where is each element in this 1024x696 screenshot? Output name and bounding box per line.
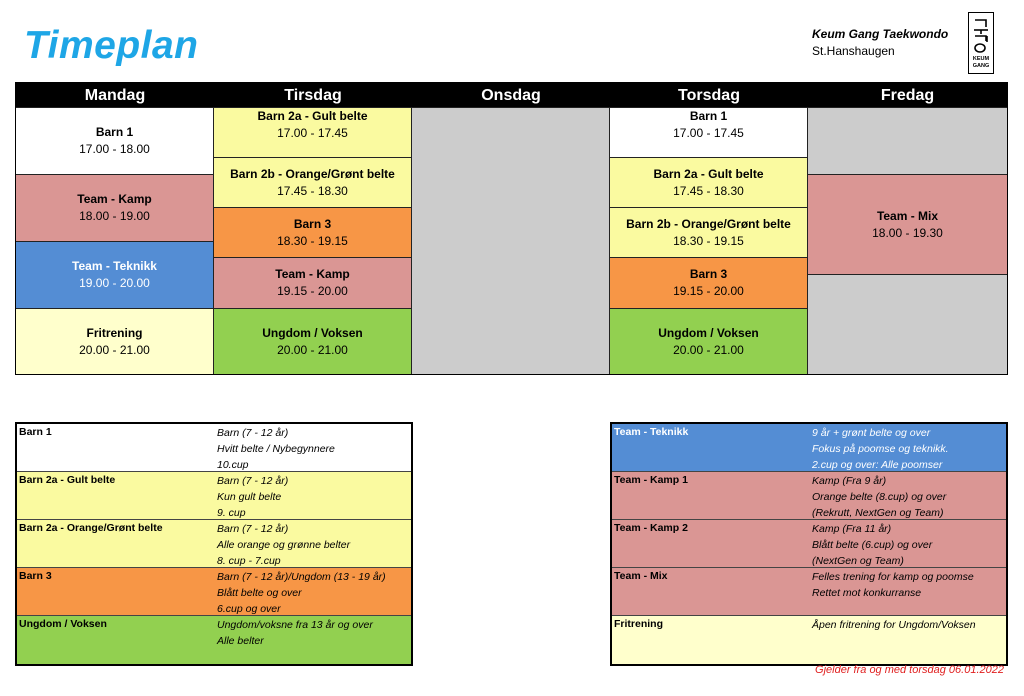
legend-description: Barn (7 - 12 år) Alle orange og grønne belter 8. cup - 7.cup bbox=[217, 523, 351, 567]
legend-group-name: Barn 2a - Orange/Grønt belte bbox=[19, 522, 163, 534]
logo-text-gang: GANG bbox=[972, 63, 990, 69]
legend-description: Felles trening for kamp og poomse Rettet mot konkurranse bbox=[812, 571, 974, 599]
session-time: 20.00 - 21.00 bbox=[79, 342, 150, 357]
session-cell bbox=[214, 157, 412, 207]
session-name: Team - Teknikk bbox=[72, 259, 157, 273]
session-time: 17.45 - 18.30 bbox=[277, 183, 348, 198]
legend-group-name: Team - Kamp 2 bbox=[614, 522, 688, 534]
session-time: 20.00 - 21.00 bbox=[673, 342, 744, 357]
day-column-tirsdag bbox=[214, 83, 412, 374]
legend-description: Barn (7 - 12 år)/Ungdom (13 - 19 år) Blått belte og over 6.cup og over bbox=[217, 571, 386, 615]
legend-row bbox=[612, 520, 1006, 568]
session-name: Barn 1 bbox=[689, 109, 728, 123]
legend-row bbox=[612, 424, 1006, 472]
legend-group-name: Barn 1 bbox=[19, 426, 52, 438]
session-cell bbox=[610, 157, 808, 207]
legend-row bbox=[17, 616, 411, 664]
day-header: Mandag bbox=[16, 83, 214, 107]
legend-groups-left bbox=[15, 422, 413, 666]
legend-group-name: Barn 3 bbox=[19, 570, 52, 582]
session-name: Barn 2b - Orange/Grønt belte bbox=[626, 216, 791, 231]
session-cell bbox=[214, 107, 412, 157]
empty-slot-cell bbox=[808, 274, 1007, 374]
session-name: Fritrening bbox=[86, 325, 143, 340]
session-cell bbox=[610, 257, 808, 308]
legend-description: Ungdom/voksne fra 13 år og over Alle belter bbox=[217, 619, 373, 647]
session-time: 18.00 - 19.30 bbox=[872, 225, 943, 240]
legend-group-name: Ungdom / Voksen bbox=[19, 618, 107, 630]
legend-row bbox=[612, 616, 1006, 664]
club-info bbox=[812, 26, 948, 60]
session-name: Team - Kamp bbox=[77, 192, 152, 206]
legend-group-name: Barn 2a - Gult belte bbox=[19, 474, 116, 486]
session-time: 18.00 - 19.00 bbox=[79, 209, 150, 223]
club-logo bbox=[968, 12, 994, 74]
valid-from-note: Gjelder fra og med torsdag 06.01.2022 bbox=[815, 664, 1004, 676]
session-name: Barn 1 bbox=[95, 125, 134, 139]
legend-row bbox=[612, 472, 1006, 520]
session-cell bbox=[16, 107, 214, 174]
session-cell bbox=[610, 308, 808, 374]
empty-day-cell bbox=[412, 107, 610, 374]
logo-text-keum: KEUM bbox=[972, 56, 990, 62]
session-cell bbox=[808, 174, 1007, 274]
session-name: Barn 3 bbox=[689, 267, 728, 281]
day-header: Tirsdag bbox=[214, 83, 412, 107]
session-cell bbox=[16, 241, 214, 308]
legend-row bbox=[17, 424, 411, 472]
legend-description: 9 år + grønt belte og over Fokus på poomse og teknikk. 2.cup og over: Alle poomser bbox=[812, 427, 949, 471]
session-cell bbox=[214, 257, 412, 308]
day-column-onsdag bbox=[412, 83, 610, 374]
legend-description: Kamp (Fra 11 år) Blått belte (6.cup) og over (NextGen og Team) bbox=[812, 523, 933, 567]
legend-description: Åpen fritrening for Ungdom/Voksen bbox=[812, 619, 976, 631]
session-name: Barn 2a - Gult belte bbox=[257, 109, 368, 123]
session-name: Team - Mix bbox=[876, 208, 939, 223]
legend-group-name: Fritrening bbox=[614, 618, 663, 630]
logo-glyph-icon bbox=[972, 17, 990, 55]
session-cell bbox=[16, 174, 214, 241]
session-cell bbox=[16, 308, 214, 374]
day-header: Onsdag bbox=[412, 83, 610, 107]
session-time: 17.00 - 17.45 bbox=[673, 126, 744, 140]
day-header: Torsdag bbox=[610, 83, 808, 107]
session-name: Barn 2b - Orange/Grønt belte bbox=[230, 166, 395, 181]
legend-description: Kamp (Fra 9 år) Orange belte (8.cup) og over (Rekrutt, NextGen og Team) bbox=[812, 475, 947, 519]
session-name: Barn 3 bbox=[293, 216, 332, 231]
session-name: Team - Kamp bbox=[275, 267, 350, 281]
page-title: Timeplan bbox=[24, 24, 199, 67]
session-time: 20.00 - 21.00 bbox=[277, 342, 348, 357]
session-time: 18.30 - 19.15 bbox=[673, 233, 744, 248]
legend-groups-right bbox=[610, 422, 1008, 666]
session-cell bbox=[214, 207, 412, 257]
session-time: 17.00 - 17.45 bbox=[277, 126, 348, 140]
session-name: Barn 2a - Gult belte bbox=[653, 166, 764, 181]
legend-row bbox=[17, 520, 411, 568]
legend-group-name: Team - Mix bbox=[614, 570, 668, 582]
schedule-table bbox=[15, 82, 1008, 375]
day-header: Fredag bbox=[808, 83, 1007, 107]
session-time: 17.45 - 18.30 bbox=[673, 183, 744, 198]
legend-description: Barn (7 - 12 år) Hvitt belte / Nybegynnere 10.cup bbox=[217, 427, 335, 471]
day-column-mandag bbox=[16, 83, 214, 374]
legend-row bbox=[612, 568, 1006, 616]
session-time: 17.00 - 18.00 bbox=[79, 142, 150, 156]
legend-row bbox=[17, 568, 411, 616]
session-name: Ungdom / Voksen bbox=[262, 325, 363, 340]
session-time: 19.15 - 20.00 bbox=[277, 284, 348, 298]
day-column-torsdag bbox=[610, 83, 808, 374]
session-time: 18.30 - 19.15 bbox=[277, 233, 348, 248]
legend-group-name: Team - Kamp 1 bbox=[614, 474, 688, 486]
club-name: Keum Gang Taekwondo bbox=[812, 27, 949, 41]
session-time: 19.00 - 20.00 bbox=[79, 276, 150, 290]
session-name: Ungdom / Voksen bbox=[658, 325, 759, 340]
session-cell bbox=[610, 107, 808, 157]
legend-description: Barn (7 - 12 år) Kun gult belte 9. cup bbox=[217, 475, 289, 519]
club-location: St.Hanshaugen bbox=[812, 44, 895, 58]
session-cell bbox=[214, 308, 412, 374]
day-column-fredag bbox=[808, 83, 1007, 374]
legend-row bbox=[17, 472, 411, 520]
session-cell bbox=[610, 207, 808, 257]
empty-slot-cell bbox=[808, 107, 1007, 174]
legend-group-name: Team - Teknikk bbox=[614, 426, 689, 438]
session-time: 19.15 - 20.00 bbox=[673, 284, 744, 298]
